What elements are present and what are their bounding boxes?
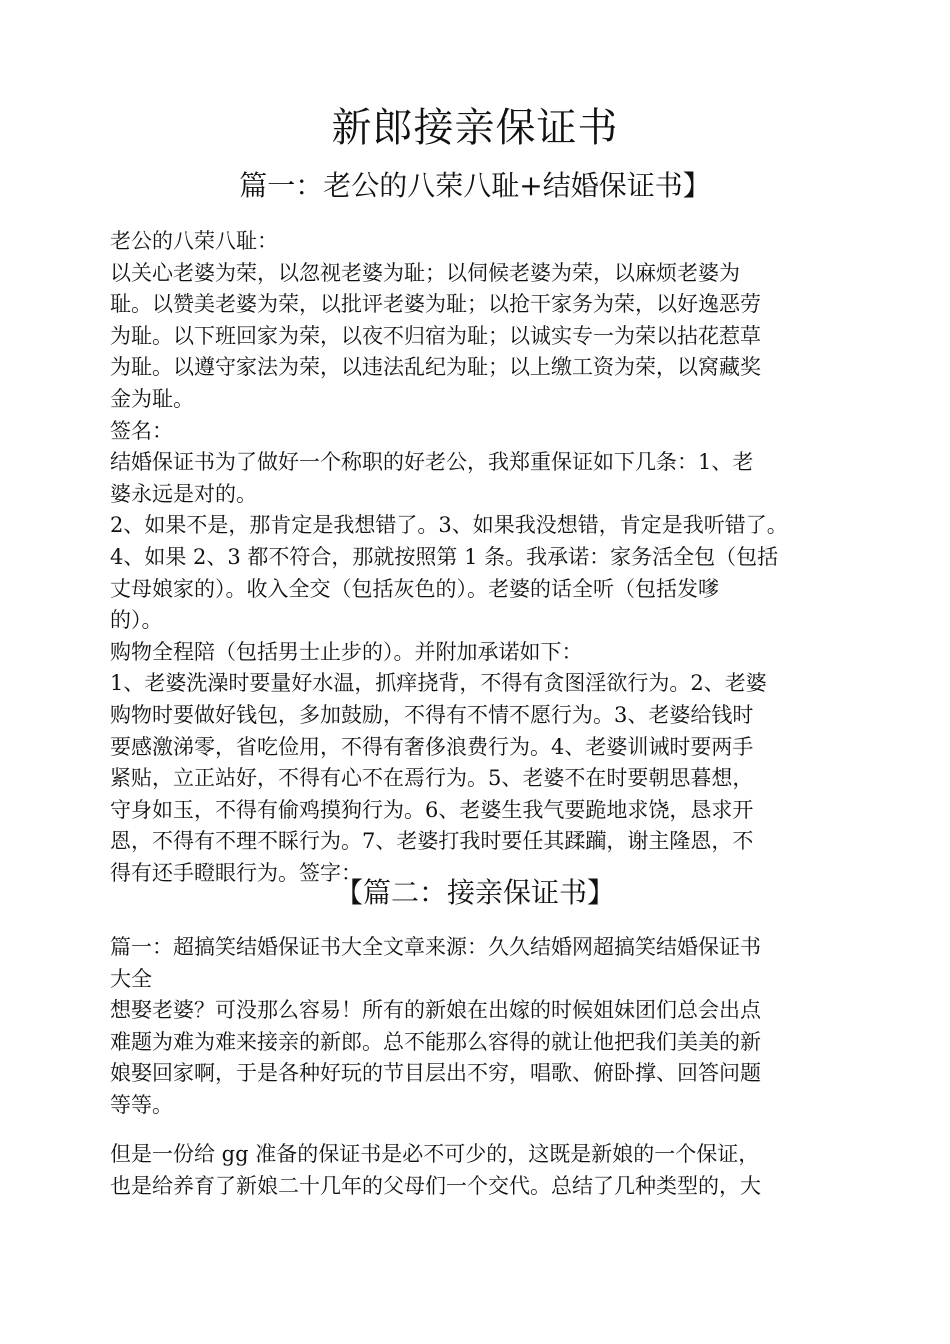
text-line: 等等。 [110,1092,173,1117]
text-line: 要感激涕零，省吃俭用，不得有奢侈浪费行为。4、老婆训诫时要两手 [110,734,754,759]
text-line: 1、老婆洗澡时要量好水温，抓痒挠背，不得有贪图淫欲行为。2、老婆 [110,671,767,696]
text-line: 的）。 [110,608,163,633]
text-line: 老公的八荣八耻： [110,229,278,253]
text-line: 金为耻。 [110,386,194,411]
text-line: 4、如果 2、3 都不符合，那就按照第 1 条。我承诺：家务活全包（包括 [110,544,779,569]
text-line: 想娶老婆？可没那么容易！所有的新娘在出嫁的时候姐妹团们总会出点 [110,998,761,1023]
text-line: 守身如玉，不得有偷鸡摸狗行为。6、老婆生我气要跪地求饶，恳求开 [110,797,754,822]
text-line: 大全 [110,966,152,991]
text-line: 但是一份给 gg 准备的保证书是必不可少的，这既是新娘的一个保证， [110,1142,760,1166]
section-2-body [110,932,870,1122]
text-line: 为耻。以下班回家为荣，以夜不归宿为耻；以诚实专一为荣以拈花惹草 [110,323,761,348]
text-line: 恩，不得有不理不睬行为。7、老婆打我时要任其蹂躏，谢主隆恩，不 [110,829,754,854]
text-line: 为耻。以遵守家法为荣，以违法乱纪为耻；以上缴工资为荣，以窝藏奖 [110,355,761,380]
text-line: 耻。以赞美老婆为荣，以批评老婆为耻；以抢干家务为荣，以好逸恶劳 [110,292,761,317]
text-line: 2、如果不是，那肯定是我想错了。3、如果我没想错，肯定是我听错了。 [110,513,788,538]
text-line: 婆永远是对的。 [110,481,257,506]
text-line: 娘娶回家啊，于是各种好玩的节目层出不穷，唱歌、俯卧撑、回答问题 [110,1061,761,1086]
section-1-body [110,226,870,889]
text-line: 以关心老婆为荣，以忽视老婆为耻；以伺候老婆为荣，以麻烦老婆为 [110,260,740,285]
section-3-body [110,1139,870,1202]
document-title: 新郎接亲保证书 [331,105,619,151]
text-line: 也是给养育了新娘二十几年的父母们一个交代。总结了几种类型的，大 [110,1173,761,1198]
text-line: 紧贴，立正站好，不得有心不在焉行为。5、老婆不在时要朝思暮想， [110,766,754,791]
text-line: 丈母娘家的）。收入全交（包括灰色的）。老婆的话全听（包括发嗲 [110,576,719,601]
text-line: 购物全程陪（包括男士止步的）。并附加承诺如下： [110,639,583,664]
text-line: 购物时要做好钱包，多加鼓励，不得有不情不愿行为。3、老婆给钱时 [110,702,754,727]
text-line: 篇一：超搞笑结婚保证书大全文章来源：久久结婚网超搞笑结婚保证书 [110,935,761,959]
section-1-heading: 篇一：老公的八荣八耻+结婚保证书】 [239,169,711,202]
text-line: 结婚保证书为了做好一个称职的好老公，我郑重保证如下几条：1、老 [110,450,754,475]
section-2-heading: 【篇二：接亲保证书】 [334,876,615,909]
text-line: 得有还手瞪眼行为。签字： [110,860,362,885]
text-line: 签名： [110,418,173,443]
text-line: 难题为难为难来接亲的新郎。总不能那么容得的就让他把我们美美的新 [110,1029,761,1054]
